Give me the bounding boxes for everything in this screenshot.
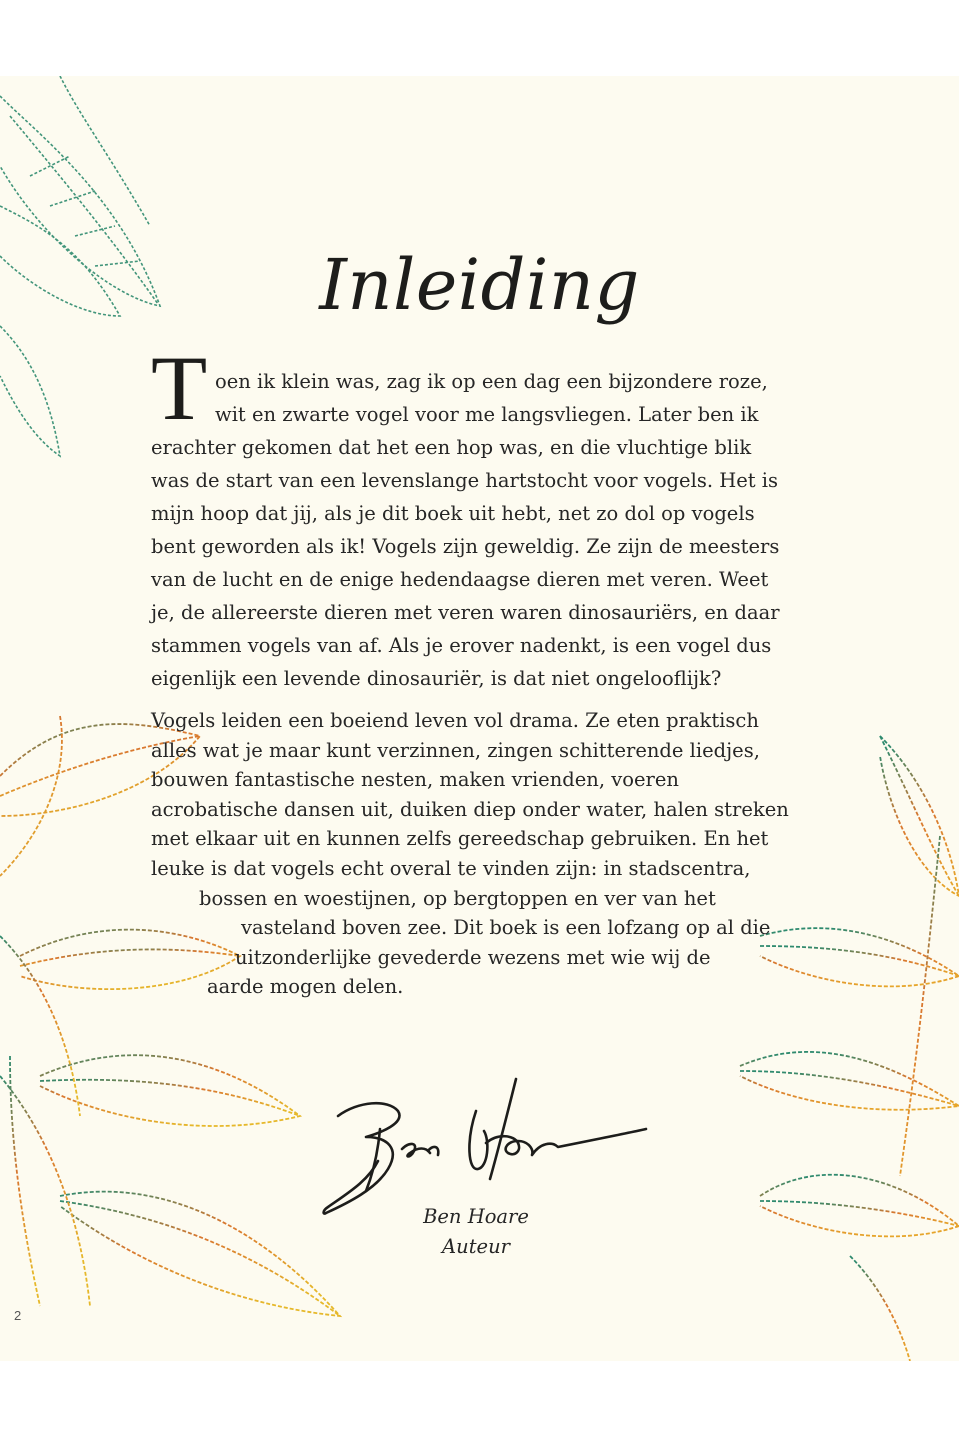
paragraph-line: eigenlijk een levende dinosauriër, is dat niet ongelooflijk? bbox=[151, 667, 722, 690]
paragraph-line: van de lucht en de enige hedendaagse dieren met veren. Weet bbox=[151, 568, 769, 591]
paragraph-line: bent geworden als ik! Vogels zijn geweldig. Ze zijn de meesters bbox=[151, 535, 780, 558]
paragraph-line: je, de allereerste dieren met veren waren dinosauriërs, en daar bbox=[151, 601, 780, 624]
author-role: Auteur bbox=[442, 1235, 510, 1258]
paragraph-line: alles wat je maar kunt verzinnen, zingen schitterende liedjes, bbox=[151, 738, 760, 762]
paragraph-line: uitzonderlijke gevederde wezens met wie wij de bbox=[235, 945, 711, 969]
intro-paragraph bbox=[151, 365, 811, 695]
paragraph-line: bouwen fantastische nesten, maken vrienden, voeren bbox=[151, 768, 679, 792]
paragraph-line: erachter gekomen dat het een hop was, en die vluchtige blik bbox=[151, 436, 752, 459]
paragraph-line: bossen en woestijnen, op bergtoppen en ver van het bbox=[199, 886, 716, 910]
paragraph-line: met elkaar uit en kunnen zelfs gereedschap gebruiken. En het bbox=[151, 827, 769, 851]
author-name: Ben Hoare bbox=[423, 1205, 529, 1228]
paragraph-line: acrobatische dansen uit, duiken diep onder water, halen streken bbox=[151, 797, 789, 821]
drop-cap: T bbox=[151, 337, 208, 439]
paragraph-line: aarde mogen delen. bbox=[207, 975, 404, 999]
body-paragraph bbox=[151, 706, 811, 1002]
paragraph-line: vasteland boven zee. Dit boek is een lofzang op al die bbox=[241, 916, 771, 940]
paragraph-line: was de start van een levenslange hartstocht voor vogels. Het is bbox=[151, 469, 779, 492]
paragraph-line: stammen vogels van af. Als je erover nadenkt, is een vogel dus bbox=[151, 634, 772, 657]
paragraph-line: leuke is dat vogels echt overal te vinden zijn: in stadscentra, bbox=[151, 856, 751, 880]
paragraph-line: wit en zwarte vogel voor me langsvliegen. Later ben ik bbox=[215, 403, 759, 426]
book-page bbox=[0, 76, 959, 1361]
page-number: 2 bbox=[14, 1308, 22, 1323]
page-title: Inleiding bbox=[319, 244, 640, 326]
paragraph-line: oen ik klein was, zag ik op een dag een bijzondere roze, bbox=[215, 370, 768, 393]
paragraph-line: Vogels leiden een boeiend leven vol drama. Ze eten praktisch bbox=[151, 709, 759, 732]
paragraph-line: mijn hoop dat jij, als je dit boek uit hebt, net zo dol op vogels bbox=[151, 502, 755, 525]
